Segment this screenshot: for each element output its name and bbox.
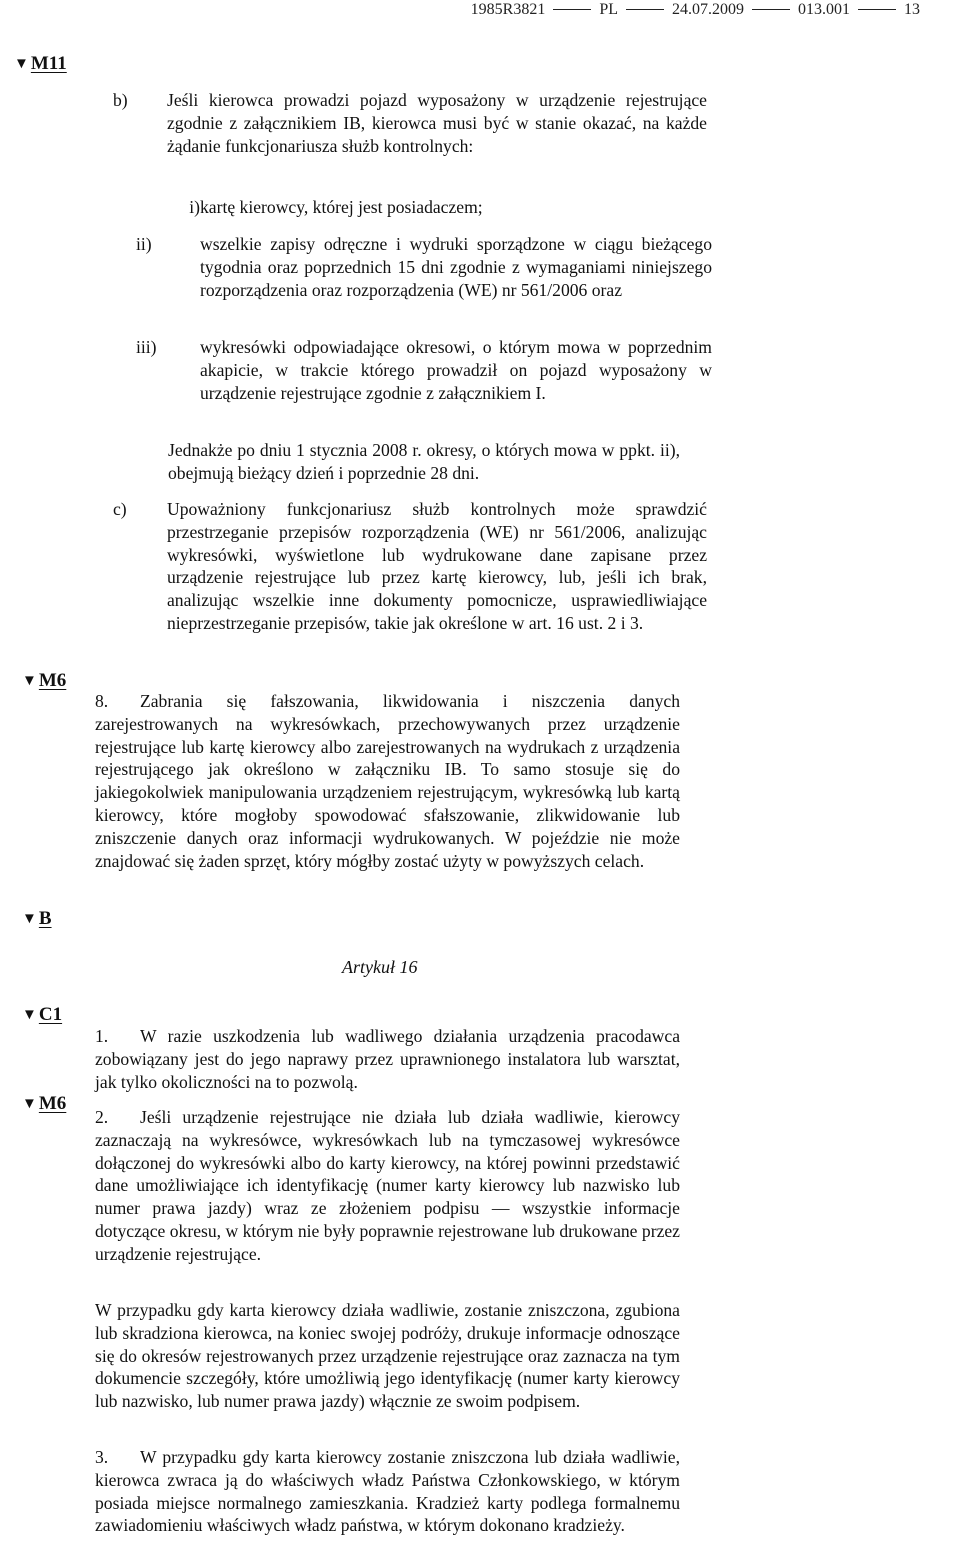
amendment-marker-m6[interactable]: ▼ M6 (22, 670, 67, 691)
subpoint-iii: iii) wykresówki odpowiadające okresowi, o którym mowa w poprzednim akapicie, w trakcie którego prowadził on pojazd wyposażony w urządzenie rejestrujące zgodnie z załącznikiem I. (136, 337, 712, 403)
amendment-marker-m11[interactable]: ▼ M11 (14, 53, 67, 74)
header-ref: 1985R3821 (470, 1, 546, 18)
article-title: Artykuł 16 (342, 957, 418, 977)
header-rule (626, 9, 664, 10)
paragraph-c: c) Upoważniony funkcjonariusz służb kontrolnych może sprawdzić przestrzeganie przepisów rozporządzenia (WE) nr 561/2006, analizując wykresówki, wyświetlone lub wydrukowane dane zapisane przez urządzenie rejestrujące lub przez kartę kierowcy, lub, jeśli ich brak, analizując wszelkie inne dokumenty pomocnicze, usprawiedliwiające nieprzestrzeganie przepisów, takie jak określone w art. 16 ust. 2 i 3. (113, 499, 707, 633)
subpoint-ii: ii) wszelkie zapisy odręczne i wydruki sporządzone w ciągu bieżącego tygodnia oraz poprzednich 15 dni zgodnie z wymaganiami niniejszego rozporządzenia oraz rozporządzenia (WE) nr 561/2006 oraz (136, 234, 712, 300)
triangle-down-icon: ▼ (22, 1007, 37, 1023)
article-16-point-1: 1. W razie uszkodzenia lub wadliwego działania urządzenia pracodawca zobowiązany jest do jego naprawy przez uprawnionego instalatora lub warsztat, jak tylko okoliczności na to pozwolą. (95, 1026, 680, 1092)
amendment-marker-c1[interactable]: ▼ C1 (22, 1004, 63, 1025)
subpoint-i: i)kartę kierowcy, której jest posiadaczem; (189, 197, 483, 217)
paragraph-b: b) Jeśli kierowca prowadzi pojazd wyposażony w urządzenie rejestrujące zgodnie z załącznikiem IB, kierowca musi być w stanie okazać, na każde żądanie funkcjonariusza służb kontrolnych: (113, 90, 707, 156)
paragraph-8: 8. Zabrania się fałszowania, likwidowania i niszczenia danych zarejestrowanych na wykresówkach, przechowywanych przez urządzenie rejestrujące lub kartę kierowcy albo zarejestrowanych na wydrukach z urządzenia rejestrującego jak określono w załączniku IB. To samo stosuje się do jakiegokolwiek manipulowania urządzeniem rejestrującym, wykresówką lub kartą kierowcy, które mogłoby spowodować sfałszowanie, zlikwidowanie lub zniszczenie danych oraz informacji wydrukowanych. W pojeździe nie może znajdować się żaden sprzęt, który mógłby zostać użyty w powyższych celach. (95, 691, 680, 871)
triangle-down-icon: ▼ (22, 911, 37, 927)
article-16-point-2: 2. Jeśli urządzenie rejestrujące nie działa lub działa wadliwie, kierowcy zaznaczają na wykresówce, wykresówkach lub na tymczasowej wykresówce dołączonej do wykresówki albo do karty kierowcy, na której powinni przedstawić dane umożliwiające ich identyfikację (numer karty kierowcy lub nazwisko lub numer prawa jazdy) wraz ze złożeniem podpisu — wszystkie informacje dotyczące okresu, w którym nie były poprawnie rejestrowane lub drukowane przez urządzenie rejestrujące. (95, 1107, 680, 1264)
triangle-down-icon: ▼ (22, 1096, 37, 1112)
header-date: 24.07.2009 (672, 1, 744, 18)
header-rule (553, 9, 591, 10)
article-16-point-2-continuation: W przypadku gdy karta kierowcy działa wadliwie, zostanie zniszczona, zgubiona lub skradziona kierowca, na koniec swojej podróży, drukuje informacje odnoszące się do okresów rejestrowanych przez urządzenie rejestrujące oraz zaznacza na tym dokumencie szczegóły, które umożliwią jego identyfikację (numer karty kierowcy lub nazwisko, lub numer prawa jazdy) włącznie ze swoim podpisem. (95, 1300, 680, 1412)
triangle-down-icon: ▼ (22, 673, 37, 689)
header-rule (752, 9, 790, 10)
article-16-point-3: 3. W przypadku gdy karta kierowcy zostanie zniszczona lub działa wadliwie, kierowca zwraca ją do właściwych władz Państwa Członkowskiego, w którym posiada miejsce normalnego zamieszkania. Kradzież karty podlega formalnemu zawiadomieniu właściwych władz państwa, w którym dokonano kradzieży. (95, 1447, 680, 1536)
amendment-marker-b[interactable]: ▼ B (22, 908, 52, 929)
amendment-marker-m6-second[interactable]: ▼ M6 (22, 1093, 67, 1114)
header-rule (858, 9, 896, 10)
header-version: 013.001 (798, 1, 850, 18)
paragraph-however: Jednakże po dniu 1 stycznia 2008 r. okresy, o których mowa w ppkt. ii), obejmują bieżący dzień i poprzednie 28 dni. (168, 440, 680, 483)
page-header (471, 0, 920, 22)
header-page-number: 13 (904, 1, 920, 18)
triangle-down-icon: ▼ (14, 56, 29, 72)
header-lang: PL (599, 1, 618, 18)
